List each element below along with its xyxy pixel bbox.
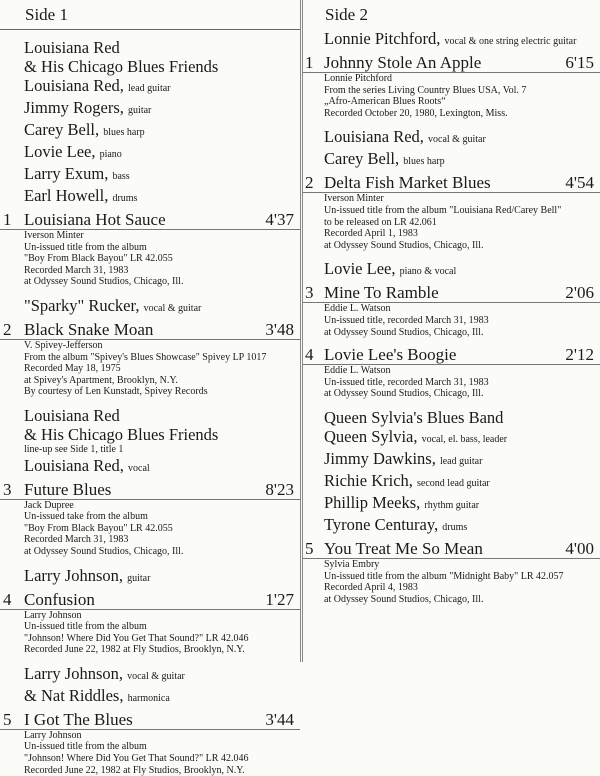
track-title: Delta Fish Market Blues — [324, 173, 491, 193]
artist-line — [24, 566, 300, 588]
track-credit: Un-issued title, recorded March 31, 1983 — [324, 376, 489, 388]
member-line — [324, 493, 600, 515]
member-line — [324, 515, 600, 537]
track-credit: Recorded April 1, 1983 — [324, 228, 418, 240]
track-credit: at Odyssey Sound Studios, Chicago, Ill. — [324, 326, 484, 338]
side-1-heading: Side 1 — [0, 0, 300, 30]
member-name: Richie Krich, — [324, 470, 413, 490]
artist-line — [324, 127, 600, 149]
track-credit: Jack Dupree — [24, 499, 74, 511]
track-number: 4 — [3, 589, 12, 609]
track-duration: 4'37 — [265, 210, 294, 229]
track-title: Mine To Ramble — [324, 283, 439, 303]
track-duration: 3'44 — [265, 709, 294, 729]
member-name: Lovie Lee — [24, 142, 92, 161]
member-name: Tyrone Centuray, — [324, 514, 439, 534]
artist-role: vocal & one string electric guitar — [444, 36, 577, 47]
track-credit: at Spivey's Apartment, Brooklyn, N.Y. — [24, 374, 178, 386]
track-row — [303, 54, 600, 73]
track-credit: at Odyssey Sound Studios, Chicago, Ill. — [324, 593, 484, 605]
track-credit: Lonnie Pitchford — [324, 73, 393, 84]
member-name: Phillip Meeks, — [324, 492, 421, 512]
track-credit: Recorded March 31, 1983 — [24, 534, 129, 546]
track-credit: "Johnson! Where Did You Get That Sound?" LR 42.046 — [24, 632, 249, 644]
artist-line — [324, 259, 600, 281]
member-line — [324, 427, 600, 449]
artist-line — [324, 29, 600, 51]
track-credit: By courtesy of Len Kunstadt, Spivey Records — [24, 386, 208, 398]
band-name: Louisiana Red — [24, 38, 120, 57]
artist-line — [24, 296, 300, 318]
track-title: Lovie Lee's Boogie — [324, 345, 457, 365]
member-name: Louisiana Red — [24, 76, 120, 95]
artist-role: guitar — [127, 572, 151, 584]
member-role: guitar — [128, 105, 152, 116]
member-name: Earl Howell — [24, 186, 105, 205]
track-credit: Un-issued title from the album — [24, 621, 147, 633]
track-number: 4 — [305, 345, 314, 365]
member-name: Jimmy Rogers — [24, 98, 120, 117]
artist-name: Carey Bell, — [324, 149, 400, 169]
track-row — [0, 711, 300, 730]
side-2-heading: Side 2 — [325, 5, 368, 24]
artist-name: Louisiana Red, — [324, 127, 424, 147]
track-credit: From the series Living Country Blues USA, Vol. 7 — [324, 84, 527, 96]
track-credit: Un-issued title from the album — [24, 741, 147, 753]
track-row — [0, 321, 300, 340]
track-number: 1 — [3, 210, 12, 229]
artist-role: blues harp — [403, 156, 445, 168]
member-line: Carey Bell, blues harp — [24, 120, 145, 139]
track-credit: at Odyssey Sound Studios, Chicago, Ill. — [324, 239, 484, 251]
artist-line — [24, 456, 300, 478]
member-name: Queen Sylvia, — [324, 426, 418, 446]
track-credit: at Odyssey Sound Studios, Chicago, Ill. — [24, 276, 184, 288]
track-number: 3 — [3, 479, 12, 499]
track-row — [0, 481, 300, 500]
member-role: drums — [112, 193, 138, 204]
artist-role: piano & vocal — [399, 266, 457, 278]
track-credit: Larry Johnson — [24, 729, 82, 741]
track-credit: Un-issued title from the album "Midnight Baby" LR 42.057 — [324, 570, 564, 582]
track-credit: V. Spivey-Jefferson — [24, 339, 103, 351]
track-credit: Recorded June 22, 1982 at Fly Studios, Brooklyn, N.Y. — [24, 764, 245, 776]
track-row — [303, 284, 600, 303]
track-title: Future Blues — [24, 479, 112, 499]
track-credit: Larry Johnson — [24, 609, 82, 621]
artist-role: vocal & guitar — [143, 302, 202, 314]
track-credit: to be released on LR 42.061 — [324, 216, 437, 228]
track-credit: Un-issued take from the album — [24, 511, 148, 523]
member-role: rhythm guitar — [424, 499, 480, 511]
artist-role: vocal — [128, 462, 150, 474]
member-role: lead guitar — [439, 455, 483, 467]
track-duration: 2'06 — [565, 283, 594, 303]
artist-name: Lovie Lee, — [324, 259, 396, 279]
band-name-line2: & His Chicago Blues Friends — [24, 424, 219, 444]
track-credit: Recorded March 31, 1983 — [24, 264, 129, 276]
artist-name: Larry Johnson, — [24, 565, 123, 585]
artist-role: vocal & guitar — [127, 670, 185, 682]
artist-line — [324, 149, 600, 171]
track-credit: Eddie L. Watson — [324, 365, 391, 377]
member-line: Louisiana Red, lead guitar — [24, 76, 171, 95]
track-number: 5 — [305, 538, 314, 558]
track-number: 2 — [3, 319, 12, 339]
track-credit: Recorded October 20, 1980, Lexington, Miss. — [324, 107, 508, 119]
track-row — [0, 211, 300, 230]
track-credit: Un-issued title, recorded March 31, 1983 — [324, 314, 489, 326]
member-line — [324, 449, 600, 471]
lineup-note: line-up see Side 1, title 1 — [24, 443, 124, 455]
track-credit: at Odyssey Sound Studios, Chicago, Ill. — [324, 388, 484, 400]
track-credit: „Afro-American Blues Roots“ — [324, 96, 446, 108]
track-duration: 2'12 — [565, 345, 594, 365]
track-credit: Recorded April 4, 1983 — [324, 582, 418, 594]
side-2-column — [303, 0, 600, 662]
track-title: I Got The Blues — [24, 709, 133, 729]
track-credit: Un-issued title from the album "Louisiana Red/Carey Bell" — [324, 204, 562, 216]
track-duration: 1'27 — [265, 589, 294, 609]
track-row — [303, 346, 600, 365]
artist-line — [24, 686, 300, 708]
track-title: You Treat Me So Mean — [324, 538, 483, 558]
track-credit: Recorded June 22, 1982 at Fly Studios, Brooklyn, N.Y. — [24, 644, 245, 656]
track-title: Black Snake Moan — [24, 319, 154, 339]
artist-name: Louisiana Red, — [24, 455, 124, 475]
track-duration: 3'48 — [265, 319, 294, 339]
track-credit: at Odyssey Sound Studios, Chicago, Ill. — [24, 545, 184, 557]
track-number: 5 — [3, 709, 12, 729]
member-role: second lead guitar — [417, 477, 490, 489]
track-credit: From the album "Spivey's Blues Showcase" Spivey LP 1017 — [24, 351, 267, 363]
band-name: Louisiana Red — [24, 405, 120, 425]
artist-name: & Nat Riddles, — [24, 685, 124, 705]
member-name: Jimmy Dawkins, — [324, 448, 436, 468]
track-credit: Iverson Minter — [24, 230, 84, 241]
track-row — [0, 591, 300, 610]
member-role: lead guitar — [128, 83, 171, 94]
member-line: Jimmy Rogers, guitar — [24, 98, 152, 117]
member-role: piano — [99, 149, 122, 160]
track-number: 3 — [305, 283, 314, 303]
band-name-line2: & His Chicago Blues Friends — [24, 57, 219, 76]
artist-name: Larry Johnson, — [24, 663, 123, 683]
artist-role: vocal & guitar — [428, 134, 486, 146]
track-duration: 4'54 — [565, 173, 594, 193]
track-title: Johnny Stole An Apple — [324, 53, 482, 72]
track-credit: "Boy From Black Bayou" LR 42.055 — [24, 253, 173, 265]
track-credit: Iverson Minter — [324, 193, 384, 205]
member-line: Lovie Lee, piano — [24, 142, 122, 161]
track-duration: 6'15 — [565, 53, 594, 72]
member-role: bass — [112, 171, 130, 182]
artist-name: Lonnie Pitchford, — [324, 29, 441, 48]
member-line — [324, 471, 600, 493]
member-role: blues harp — [103, 127, 145, 138]
track-credit: "Boy From Black Bayou" LR 42.055 — [24, 522, 173, 534]
member-role: vocal, el. bass, leader — [421, 433, 508, 445]
track-row — [303, 540, 600, 559]
artist-line — [24, 664, 300, 686]
track-row — [303, 174, 600, 193]
member-name: Carey Bell — [24, 120, 96, 139]
track-credit: Sylvia Embry — [324, 558, 380, 570]
track-duration: 8'23 — [265, 479, 294, 499]
track-title: Louisiana Hot Sauce — [24, 210, 166, 229]
track-credit: "Johnson! Where Did You Get That Sound?" LR 42.046 — [24, 753, 249, 765]
track-duration: 4'00 — [565, 538, 594, 558]
track-number: 2 — [305, 173, 314, 193]
track-credit: Eddie L. Watson — [324, 303, 391, 315]
track-credit: Recorded May 18, 1975 — [24, 363, 121, 375]
artist-name: "Sparky" Rucker, — [24, 295, 140, 315]
artist-role: harmonica — [127, 692, 170, 704]
member-line: Earl Howell, drums — [24, 186, 138, 205]
band-name: Queen Sylvia's Blues Band — [324, 407, 504, 427]
track-number: 1 — [305, 53, 314, 72]
track-title: Confusion — [24, 589, 95, 609]
member-line: Larry Exum, bass — [24, 164, 130, 183]
member-name: Larry Exum — [24, 164, 105, 183]
track-credit: Un-issued title from the album — [24, 241, 147, 253]
member-role: drums — [442, 521, 468, 533]
